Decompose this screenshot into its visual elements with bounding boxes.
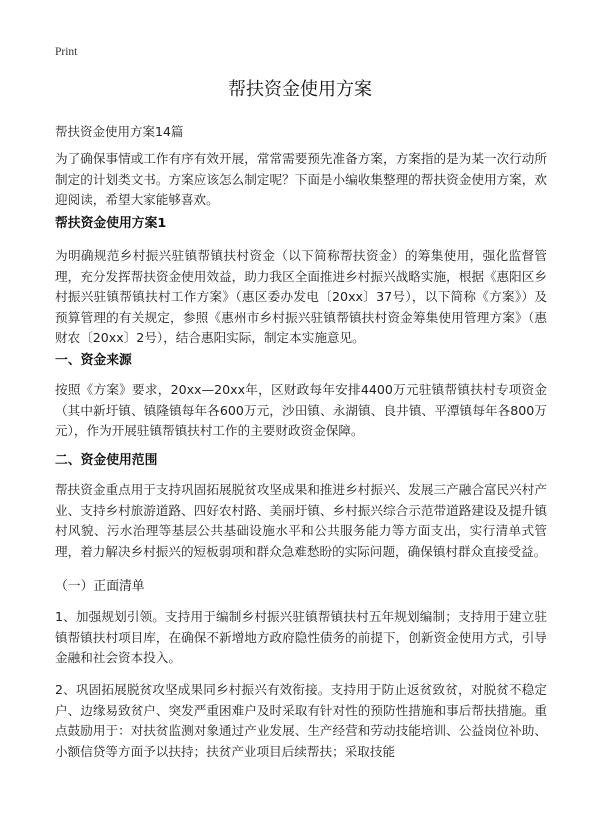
- heading-positive-list: （一）正面清单: [55, 579, 145, 594]
- list-item-consolidation: 2、巩固拓展脱贫攻坚成果同乡村振兴有效衔接。支持用于防止返贫致贫，对脱贫不稳定户、边缘易致贫户、突发严重困难户及时采取有针对性的预防性措施和事后帮扶措施。重点鼓励用于：对扶贫监测对象通过产业发展、生产经营和劳动技能培训、公益岗位补助、小额信贷等方面予以扶持；扶贫产业项目后续帮扶；采取技能: [55, 682, 547, 759]
- print-label[interactable]: Print: [55, 46, 78, 58]
- heading-usage-scope: 二、资金使用范围: [55, 453, 158, 468]
- funding-source-paragraph: 按照《方案》要求，20xx—20xx年，区财政每年安排4400万元驻镇帮镇扶村专项资金（其中新圩镇、镇隆镇每年各600万元，沙田镇、永湖镇、良井镇、平潭镇每年各800万元），作为开展驻镇帮镇扶村工作的主要财政资金保障。: [55, 382, 547, 438]
- list-item-planning: 1、加强规划引领。支持用于编制乡村振兴驻镇帮镇扶村五年规划编制；支持用于建立驻镇帮镇扶村项目库，在确保不新增地方政府隐性债务的前提下，创新资金使用方式，引导金融和社会资本投入。: [55, 609, 547, 665]
- intro-paragraph: 为了确保事情或工作有序有效开展，常常需要预先准备方案，方案指的是为某一次行动所制定的计划类文书。方案应该怎么制定呢？下面是小编收集整理的帮扶资金使用方案，欢迎阅读，希望大家能够喜欢。: [55, 151, 547, 207]
- section-title: 帮扶资金使用方案1: [55, 216, 167, 231]
- section-paragraph: 为明确规范乡村振兴驻镇帮镇扶村资金（以下简称帮扶资金）的筹集使用，强化监督管理，充分发挥帮扶资金使用效益，助力我区全面推进乡村振兴战略实施，根据《惠阳区乡村振兴驻镇帮镇扶村工作方案》（惠区委办发电〔20xx〕37号），以下简称《方案》）及预算管理的有关规定，参照《惠州市乡村振兴驻镇帮镇扶村资金筹集使用管理方案》（惠财农〔20xx〕2号），结合惠阳实际，制定本实施意见。: [55, 248, 547, 345]
- usage-scope-paragraph: 帮扶资金重点用于支持巩固拓展脱贫攻坚成果和推进乡村振兴、发展三产融合富民兴村产业、支持乡村旅游道路、四好农村路、美丽圩镇、乡村振兴综合示范带道路建设及提升镇村风貌、污水治理等基层公共基础设施水平和公共服务能力等方面支出，实行清单式管理，着力解决乡村振兴的短板弱项和群众急难愁盼的实际问题，确保镇村群众直接受益。: [55, 482, 547, 559]
- document-title: 帮扶资金使用方案: [228, 79, 372, 100]
- document-subtitle: 帮扶资金使用方案14篇: [55, 124, 184, 139]
- heading-funding-source: 一、资金来源: [55, 353, 132, 368]
